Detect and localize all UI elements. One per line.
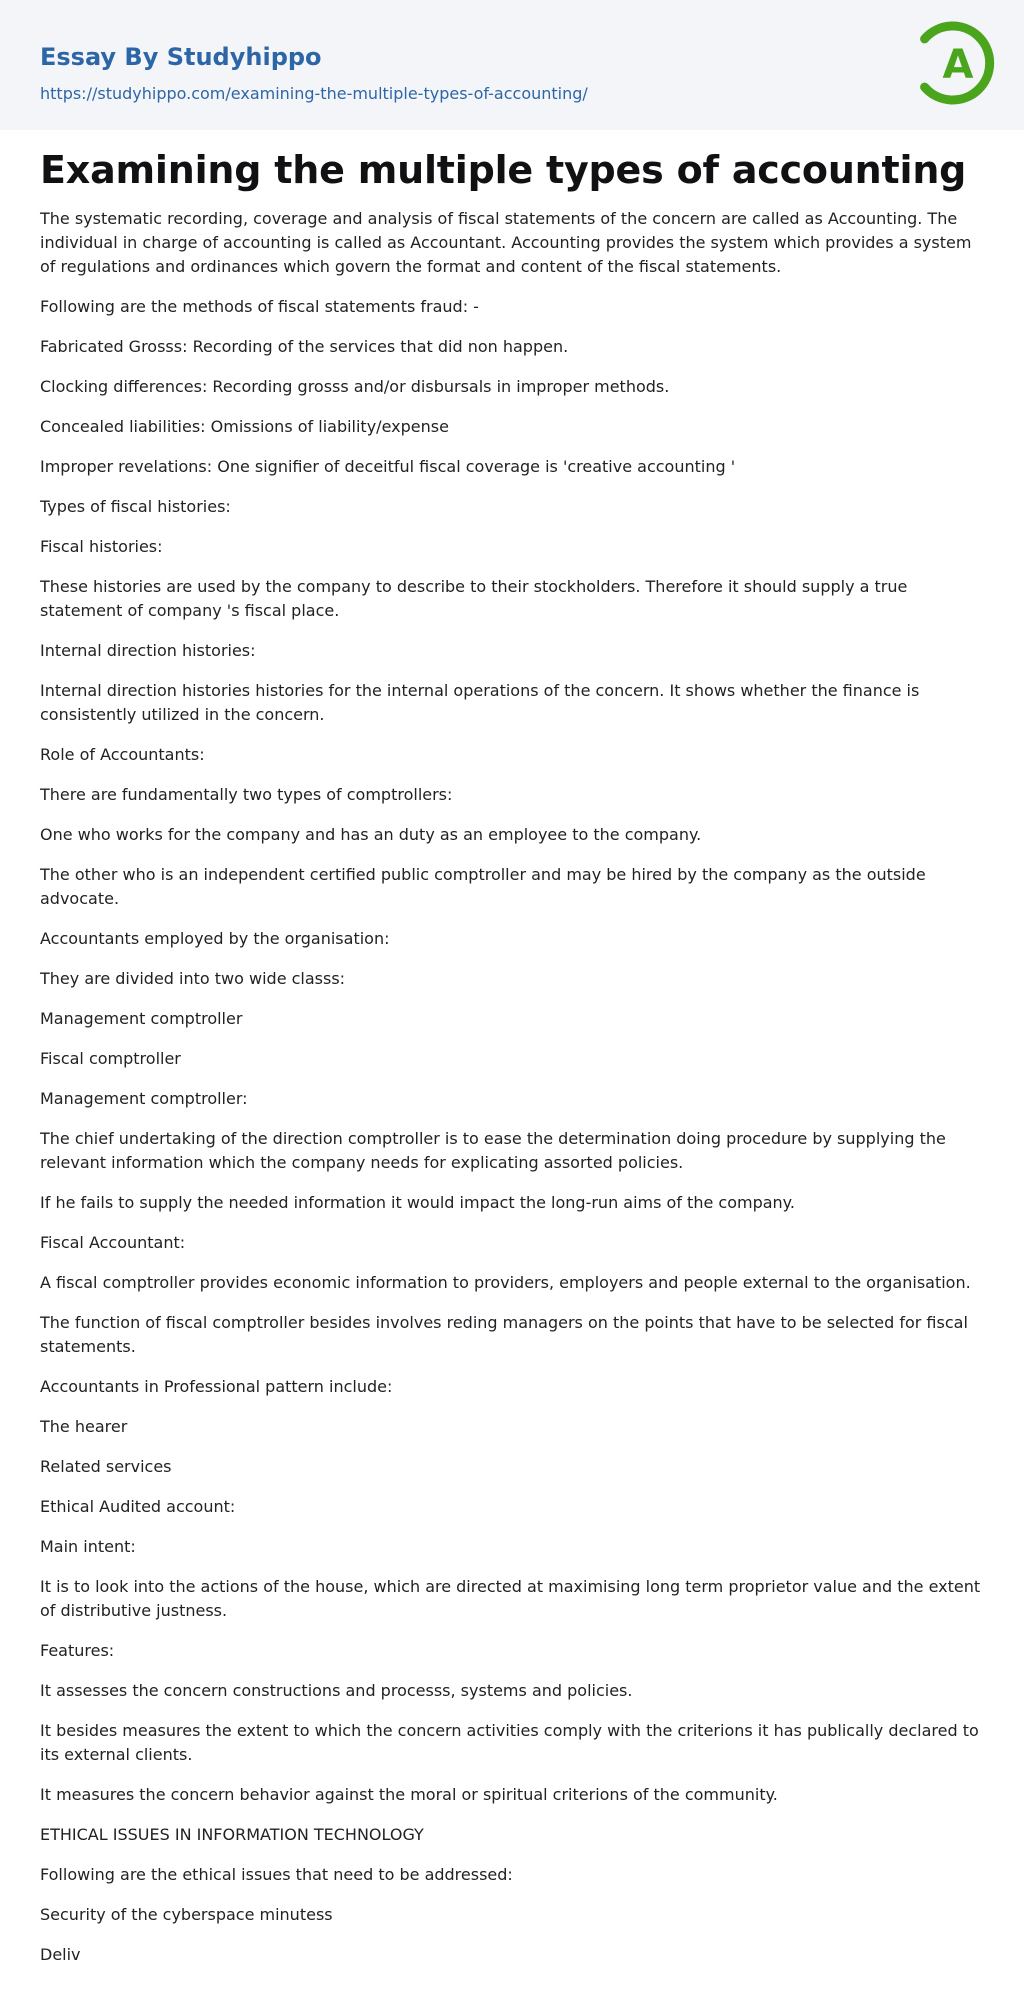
article-paragraphs (40, 207, 984, 1967)
article-paragraph: A fiscal comptroller provides economic information to providers, employers and people external to the organisation. (40, 1273, 971, 1292)
article-paragraph: Management comptroller (40, 1009, 243, 1028)
article-paragraph: Following are the methods of fiscal statements fraud: - (40, 297, 479, 316)
article-paragraph: Clocking differences: Recording grosss and/or disbursals in improper methods. (40, 377, 670, 396)
article-paragraph: Types of fiscal histories: (40, 497, 231, 516)
article-paragraph: Concealed liabilities: Omissions of liability/expense (40, 417, 449, 436)
article-paragraph: Internal direction histories: (40, 641, 256, 660)
article-paragraph: It besides measures the extent to which the concern activities comply with the criterions it has publically declared to its external clients. (40, 1721, 979, 1764)
article-paragraph: Management comptroller: (40, 1089, 248, 1108)
article-paragraph: The chief undertaking of the direction comptroller is to ease the determination doing procedure by supplying the relevant information which the company needs for explicating assorted policies. (40, 1129, 946, 1172)
article-paragraph: Fiscal histories: (40, 537, 163, 556)
studyhippo-logo-icon[interactable] (912, 20, 998, 106)
article-paragraph: Following are the ethical issues that need to be addressed: (40, 1865, 513, 1884)
article-paragraph: It measures the concern behavior against the moral or spiritual criterions of the community. (40, 1785, 778, 1804)
article-paragraph: If he fails to supply the needed information it would impact the long-run aims of the company. (40, 1193, 795, 1212)
article-paragraph: Deliv (40, 1945, 81, 1964)
article-paragraph: Main intent: (40, 1537, 136, 1556)
article-paragraph: Fabricated Grosss: Recording of the services that did non happen. (40, 337, 569, 356)
article-paragraph: It is to look into the actions of the house, which are directed at maximising long term proprietor value and the extent of distributive justness. (40, 1577, 981, 1620)
article-paragraph: Accountants in Professional pattern include: (40, 1377, 393, 1396)
article-url-link[interactable]: https://studyhippo.com/examining-the-multiple-types-of-accounting/ (40, 84, 588, 103)
article-paragraph: Fiscal comptroller (40, 1049, 181, 1068)
article-paragraph: It assesses the concern constructions and processs, systems and policies. (40, 1681, 633, 1700)
article-paragraph: Accountants employed by the organisation: (40, 929, 390, 948)
site-header (0, 0, 1024, 130)
article-paragraph: Ethical Audited account: (40, 1497, 236, 1516)
article-paragraph: Improper revelations: One signifier of deceitful fiscal coverage is 'creative accounting ' (40, 457, 736, 476)
article-paragraph: Role of Accountants: (40, 745, 205, 764)
article-paragraph: Related services (40, 1457, 172, 1476)
page-title: Examining the multiple types of accounting (40, 148, 967, 192)
article-paragraph: They are divided into two wide classs: (40, 969, 346, 988)
article-body (0, 130, 1024, 1967)
article-paragraph: Fiscal Accountant: (40, 1233, 186, 1252)
article-paragraph: One who works for the company and has an duty as an employee to the company. (40, 825, 702, 844)
article-paragraph: There are fundamentally two types of comptrollers: (40, 785, 453, 804)
svg-text:A: A (942, 42, 974, 88)
article-paragraph: These histories are used by the company to describe to their stockholders. Therefore it should supply a true statement of company 's fiscal place. (40, 577, 908, 620)
article-paragraph: Features: (40, 1641, 115, 1660)
article-paragraph: The function of fiscal comptroller besides involves reding managers on the points that have to be selected for fiscal statements. (40, 1313, 968, 1356)
article-paragraph: The hearer (40, 1417, 128, 1436)
article-paragraph: The systematic recording, coverage and analysis of fiscal statements of the concern are called as Accounting. The individual in charge of accounting is called as Accountant. Accounting provides the system which provides a system of regulations and ordinances which govern the format and content of the fiscal statements. (40, 209, 972, 276)
article-paragraph: ETHICAL ISSUES IN INFORMATION TECHNOLOGY (40, 1825, 424, 1844)
article-paragraph: Internal direction histories histories for the internal operations of the concern. It shows whether the finance is consistently utilized in the concern. (40, 681, 920, 724)
article-paragraph: Security of the cyberspace minutess (40, 1905, 333, 1924)
brand-title[interactable]: Essay By Studyhippo (40, 43, 322, 71)
article-paragraph: The other who is an independent certified public comptroller and may be hired by the company as the outside advocate. (40, 865, 926, 908)
